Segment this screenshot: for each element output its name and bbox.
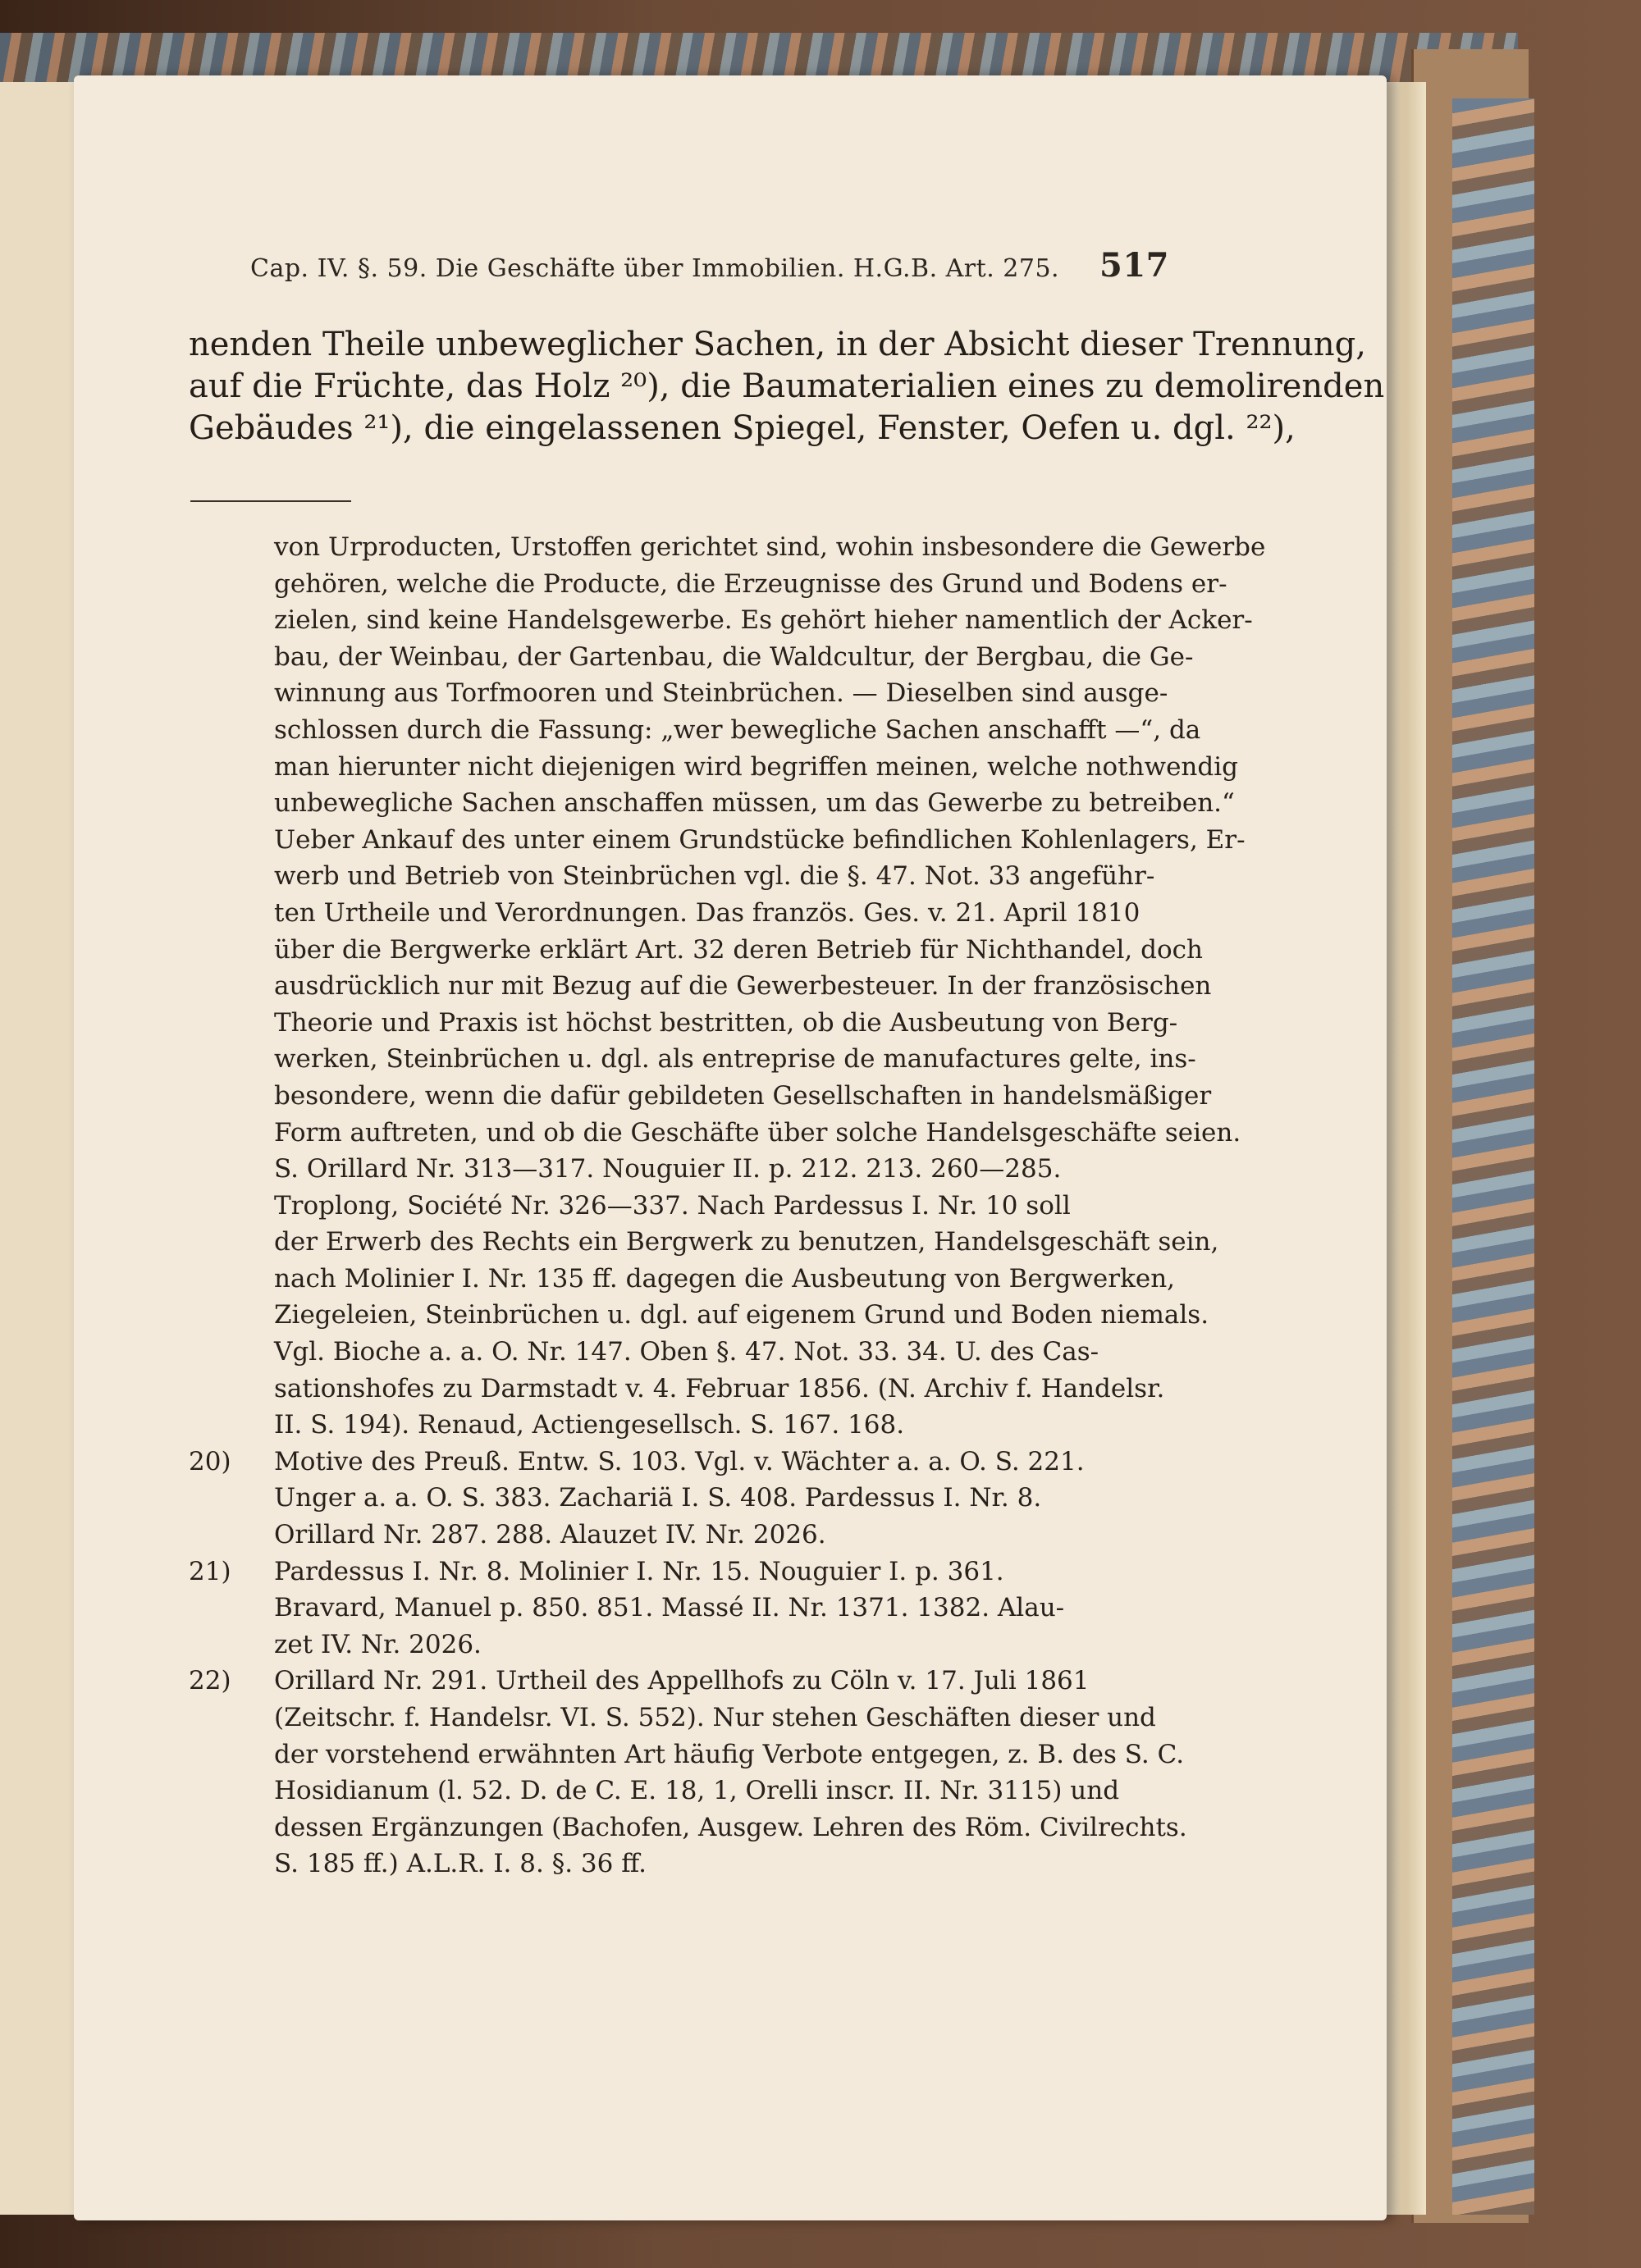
footnote-line: [189, 785, 1235, 822]
main-text: [189, 324, 1385, 449]
footnote-line: [189, 1371, 1173, 1408]
footnote-line: [189, 1224, 1219, 1261]
footnote-text: Form auftreten, und ob die Geschäfte über solche Handelsgeschäfte seien.: [274, 1117, 1241, 1148]
footnote-line: [189, 639, 1194, 676]
facing-page-edge: [0, 82, 75, 2215]
page-number: 517: [1099, 246, 1169, 285]
running-header: [250, 246, 1169, 285]
footnote-line: [189, 1334, 1173, 1371]
text-line: auf die Früchte, das Holz ²⁰), die Baumaterialien eines zu demolirenden: [189, 367, 1385, 405]
footnote-text: winnung aus Torfmooren und Steinbrüchen. — Dieselben sind ausge-: [274, 678, 1168, 709]
footnote: [189, 1554, 1173, 1663]
footnote-text: werken, Steinbrüchen u. dgl. als entreprise de manufactures gelte, ins-: [274, 1044, 1196, 1075]
footnote-text: werb und Betrieb von Steinbrüchen vgl. die §. 47. Not. 33 angeführ-: [274, 861, 1155, 892]
footnote-line: [189, 1041, 1196, 1078]
footnote-text: Orillard Nr. 287. 288. Alauzet IV. Nr. 2026.: [274, 1520, 826, 1550]
footnote-line: [189, 1736, 1185, 1773]
footnote-line: [189, 1005, 1178, 1042]
footnote-line: [189, 1480, 1173, 1517]
footnote-number: 21): [189, 1556, 231, 1586]
footnote-line: [189, 1773, 1173, 1809]
footnote-line: [189, 858, 1173, 895]
footnote-text: ausdrücklich nur mit Bezug auf die Gewerbesteuer. In der französischen: [274, 971, 1212, 1002]
footnote-line: [189, 602, 1253, 639]
footnote-text: Vgl. Bioche a. a. O. Nr. 147. Oben §. 47. Not. 33. 34. U. des Cas-: [274, 1337, 1099, 1367]
footnote-text: nach Molinier I. Nr. 135 ff. dagegen die Ausbeutung von Bergwerken,: [274, 1263, 1176, 1294]
footnote-text: schlossen durch die Fassung: „wer bewegliche Sachen anschafft —“, da: [274, 714, 1201, 745]
footnote-text: S. 185 ff.) A.L.R. I. 8. §. 36 ff.: [274, 1849, 647, 1879]
footnote-text: bau, der Weinbau, der Gartenbau, die Waldcultur, der Bergbau, die Ge-: [274, 641, 1194, 672]
footnote-number: 20): [189, 1446, 231, 1476]
footnote-line: [189, 1809, 1187, 1846]
footnote-separator: [190, 500, 351, 502]
footnote-line: [189, 566, 1227, 603]
footnote-text: der Erwerb des Rechts ein Bergwerk zu benutzen, Handelsgeschäft sein,: [274, 1227, 1219, 1257]
footnote-text: Bravard, Manuel p. 850. 851. Massé II. Nr. 1371. 1382. Alau-: [274, 1593, 1065, 1623]
footnote-line: [189, 749, 1239, 786]
footnotes: [189, 529, 1266, 1882]
footnote-text: über die Bergwerke erklärt Art. 32 deren Betrieb für Nichthandel, doch: [274, 934, 1203, 965]
footnote-text: gehören, welche die Producte, die Erzeugnisse des Grund und Bodens er-: [274, 568, 1227, 599]
footnote-line: [189, 1115, 1241, 1152]
footnote-line: [189, 1590, 1173, 1627]
footnote-number: 22): [189, 1666, 231, 1696]
footnote-text: Pardessus I. Nr. 8. Molinier I. Nr. 15. Nouguier I. p. 361.: [274, 1556, 1004, 1586]
footnote-line: [189, 1261, 1176, 1298]
footnote-text: zet IV. Nr. 2026.: [274, 1629, 482, 1659]
footnote-text: von Urproducten, Urstoffen gerichtet sind, wohin insbesondere die Gewerbe: [274, 532, 1266, 562]
footnote-line: [189, 712, 1201, 749]
footnote-line: [189, 1627, 1173, 1663]
footnote-text: der vorstehend erwähnten Art häufig Verbote entgegen, z. B. des S. C.: [274, 1739, 1185, 1769]
footnote-line: [189, 932, 1203, 969]
page-stack-edge: [1387, 82, 1426, 2215]
footnote-line: [189, 1151, 1173, 1188]
footnote-line: [189, 968, 1212, 1005]
footnote-text: sationshofes zu Darmstadt v. 4. Februar 1856. (N. Archiv f. Handelsr.: [274, 1373, 1165, 1403]
footnote-line: [189, 1078, 1212, 1115]
footnote-line: [189, 1846, 1173, 1882]
footnote-text: Ueber Ankauf des unter einem Grundstücke befindlichen Kohlenlagers, Er-: [274, 824, 1246, 855]
footnote-text: S. Orillard Nr. 313—317. Nouguier II. p. 212. 213. 260—285.: [274, 1154, 1062, 1184]
footnote-text: man hierunter nicht diejenigen wird begriffen meinen, welche nothwendig: [274, 751, 1239, 782]
footnote-line: [189, 1188, 1173, 1225]
footnote-text: (Zeitschr. f. Handelsr. VI. S. 552). Nur stehen Geschäften dieser und: [274, 1703, 1156, 1732]
footnote-line: [189, 1517, 1173, 1554]
footnote-line: [189, 895, 1173, 932]
footnote-text: dessen Ergänzungen (Bachofen, Ausgew. Lehren des Röm. Civilrechts.: [274, 1812, 1187, 1842]
footnote: [189, 1444, 1173, 1554]
text-line: Gebäudes ²¹), die eingelassenen Spiegel, Fenster, Oefen u. dgl. ²²),: [189, 409, 1296, 447]
marbled-endpaper-right: [1452, 98, 1534, 2215]
footnote: [189, 1663, 1187, 1882]
running-title: Cap. IV. §. 59. Die Geschäfte über Immobilien. H.G.B. Art. 275.: [250, 254, 1060, 283]
footnote-text: Hosidianum (l. 52. D. de C. E. 18, 1, Orelli inscr. II. Nr. 3115) und: [274, 1776, 1120, 1806]
footnote-line: [189, 1444, 1173, 1481]
footnote-line: [189, 1297, 1209, 1334]
footnote-line: [189, 1700, 1173, 1736]
footnote-text: Theorie und Praxis ist höchst bestritten, ob die Ausbeutung von Berg-: [274, 1007, 1178, 1038]
footnote-text: besondere, wenn die dafür gebildeten Gesellschaften in handelsmäßiger: [274, 1080, 1212, 1111]
footnote-line: [189, 1554, 1173, 1590]
footnote-line: [189, 822, 1246, 859]
text-line: nenden Theile unbeweglicher Sachen, in der Absicht dieser Trennung,: [189, 326, 1366, 363]
footnote-text: ten Urtheile und Verordnungen. Das französ. Ges. v. 21. April 1810: [274, 897, 1140, 928]
footnote-line: [189, 1407, 1173, 1444]
footnote-text: Motive des Preuß. Entw. S. 103. Vgl. v. Wächter a. a. O. S. 221.: [274, 1446, 1085, 1476]
footnote-text: II. S. 194). Renaud, Actiengesellsch. S. 167. 168.: [274, 1410, 905, 1440]
footnote-text: Troplong, Société Nr. 326—337. Nach Pardessus I. Nr. 10 soll: [274, 1190, 1071, 1221]
footnote-line: [189, 529, 1266, 566]
footnote-text: zielen, sind keine Handelsgewerbe. Es gehört hieher namentlich der Acker-: [274, 605, 1253, 636]
footnote: [189, 529, 1266, 1444]
footnote-text: Ziegeleien, Steinbrüchen u. dgl. auf eigenem Grund und Boden niemals.: [274, 1300, 1209, 1330]
footnote-text: Orillard Nr. 291. Urtheil des Appellhofs zu Cöln v. 17. Juli 1861: [274, 1666, 1090, 1696]
footnote-line: [189, 1663, 1173, 1700]
footnote-text: Unger a. a. O. S. 383. Zachariä I. S. 408. Pardessus I. Nr. 8.: [274, 1483, 1042, 1513]
footnote-text: unbewegliche Sachen anschaffen müssen, um das Gewerbe zu betreiben.“: [274, 788, 1235, 819]
footnote-line: [189, 675, 1173, 712]
